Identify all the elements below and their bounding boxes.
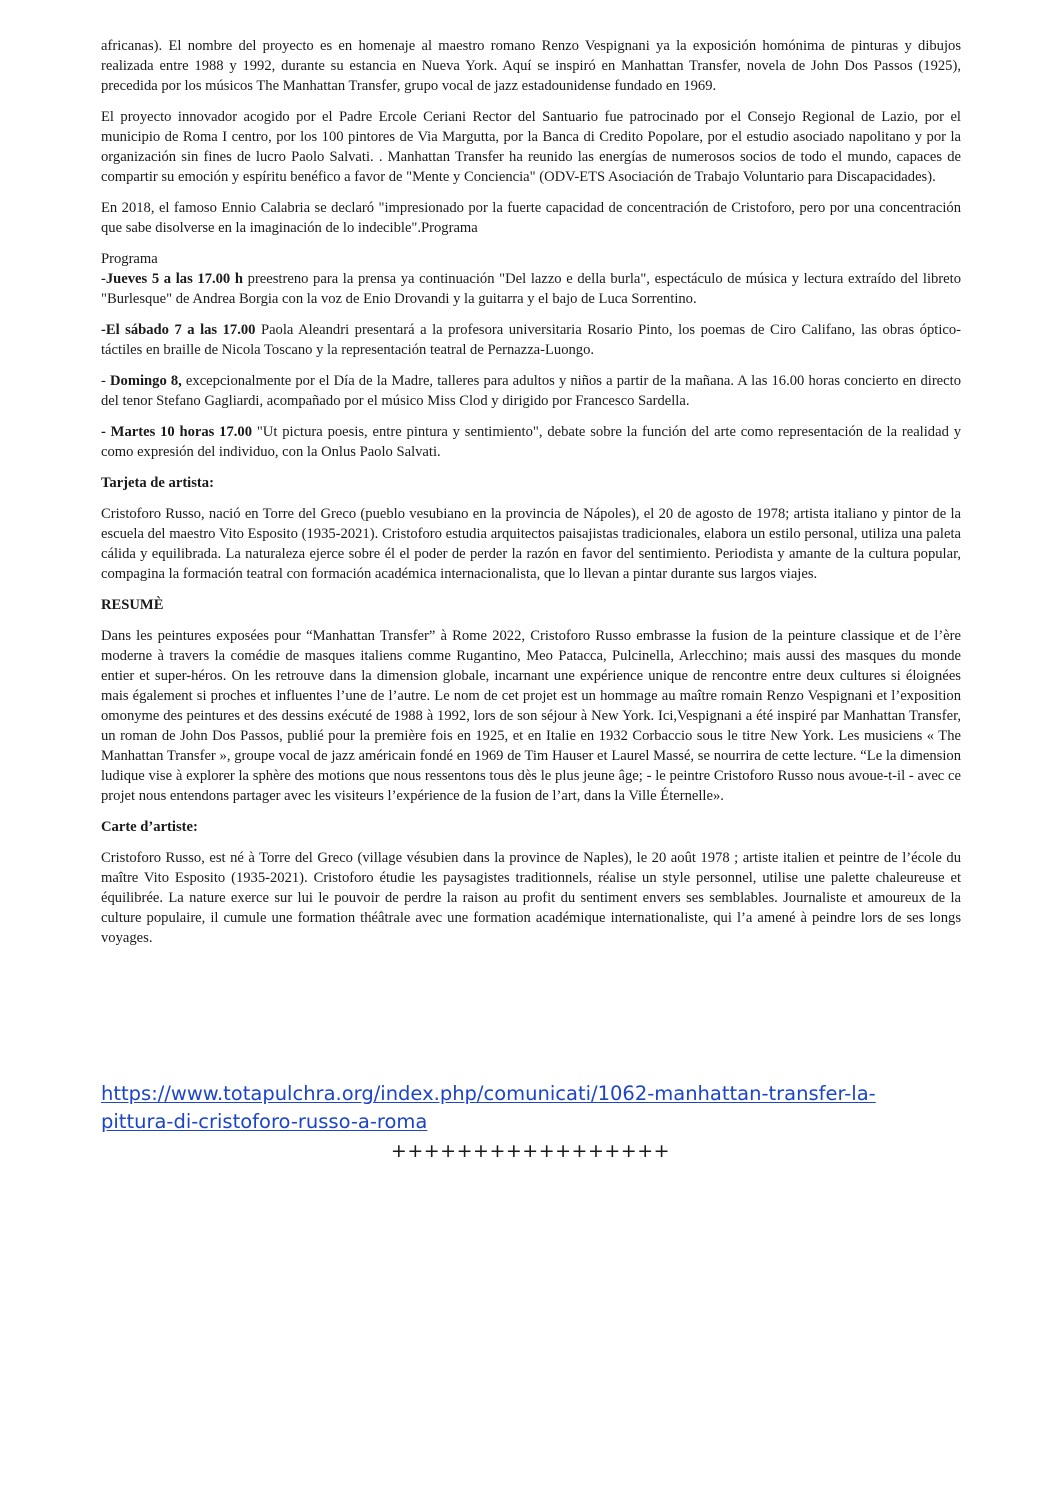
programa-item-domingo-prefix: -: [101, 373, 110, 389]
programa-item-jueves-text: preestreno para la prensa ya continuación "Del lazzo e della burla", espectáculo de música y lectura extraído del libreto "Burlesque" de Andrea Borgia con la voz de Enio Drovandi y la guitarra y el bajo de Luca Sorrentino.: [101, 271, 961, 307]
document-body: [101, 36, 961, 959]
programa-item-domingo: [101, 371, 961, 411]
programa-item-jueves-date: -Jueves 5 a las 17.00 h: [101, 271, 243, 287]
separator-pluses: +++++++++++++++++: [390, 1140, 671, 1162]
programa-item-martes-date: - Martes 10 horas 17.00: [101, 424, 253, 440]
programa-item-sabado-date: -El sábado 7 a las 17.00: [101, 322, 256, 338]
source-link-block: [101, 1080, 961, 1136]
programa-item-jueves: [101, 269, 961, 309]
source-link-line-1: https://www.totapulchra.org/index.php/comunicati/1062-manhattan-transfer-la-: [101, 1082, 876, 1105]
programa-item-domingo-text: excepcionalmente por el Día de la Madre, talleres para adultos y niños a partir de la mañana. A las 16.00 horas concierto en directo del tenor Stefano Gagliardi, acompañado por el músico Miss Clod y dirigido por Francesco Sardella.: [101, 373, 961, 409]
intro-paragraph-2: El proyecto innovador acogido por el Padre Ercole Ceriani Rector del Santuario fue patrocinado por el Consejo Regional de Lazio, por el municipio de Roma I centro, por los 100 pintores de Via Margutta, por la Banca di Credito Popolare, por el estudio asociado napolitano y por la organización sin fines de lucro Paolo Salvati. . Manhattan Transfer ha reunido las energías de numerosos socios de todo el mundo, capaces de compartir su emoción y espíritu benéfico a favor de "Mente y Conciencia" (ODV-ETS Asociación de Trabajo Voluntario para Discapacidades).: [101, 109, 961, 185]
intro-paragraph-3: En 2018, el famoso Ennio Calabria se declaró "impresionado por la fuerte capacidad de concentración de Cristoforo, pero por una concentración que sabe disolverse en la imaginación de lo indecible".Programa: [101, 200, 961, 236]
source-link[interactable]: [101, 1080, 961, 1136]
source-link-line-2: pittura-di-cristoforo-russo-a-roma: [101, 1110, 428, 1133]
programa-item-sabado: [101, 320, 961, 360]
tarjeta-paragraph: Cristoforo Russo, nació en Torre del Greco (pueblo vesubiano en la provincia de Nápoles), el 20 de agosto de 1978; artista italiano y pintor de la escuela del maestro Vito Esposito (1935-2021). Cristoforo estudia arquitectos paisajistas tradicionales, elabora un estilo personal, utiliza una paleta cálida y equilibrada. La naturaleza ejerce sobre él el poder de perder la razón en favor del sentimiento. Periodista y amante de la cultura popular, compagina la formación teatral con formación académica internacionalista, que lo llevan a pintar durante sus largos viajes.: [101, 506, 961, 582]
programa-item-martes: [101, 422, 961, 462]
carte-paragraph: Cristoforo Russo, est né à Torre del Greco (village vésubien dans la province de Naples), le 20 août 1978 ; artiste italien et peintre de l’école du maître Vito Esposito (1935-2021). Cristoforo étudie les paysagistes traditionnels, réalise un style personnel, utilise une palette chaleureuse et équilibrée. La nature exerce sur lui le pouvoir de perdre la raison au profit du sentiment envers ses semblables. Journaliste et amoureux de la culture populaire, il cumule une formation théâtrale avec une formation académique internationaliste, qui l’a amené à peindre lors de ses longs voyages.: [101, 850, 961, 946]
programa-item-martes-text: "Ut pictura poesis, entre pintura y sentimiento", debate sobre la función del arte como representación de la realidad y como expresión del individuo, con la Onlus Paolo Salvati.: [101, 424, 961, 460]
tarjeta-heading: Tarjeta de artista:: [101, 475, 214, 491]
programa-item-sabado-text: Paola Aleandri presentará a la profesora universitaria Rosario Pinto, los poemas de Ciro Califano, las obras óptico-táctiles en braille de Nicola Toscano y la representación teatral de Pernazza-Luongo.: [101, 322, 962, 358]
programa-item-domingo-date: Domingo 8,: [109, 373, 182, 389]
carte-heading: Carte d’artiste:: [101, 819, 198, 835]
intro-paragraph-1: africanas). El nombre del proyecto es en homenaje al maestro romano Renzo Vespignani ya la exposición homónima de pinturas y dibujos realizada entre 1988 y 1992, durante su estancia en Nueva York. Aquí se inspiró en Manhattan Transfer, novela de John Dos Passos (1925), precedida por los músicos The Manhattan Transfer, grupo vocal de jazz estadounidense fundado en 1969.: [101, 38, 961, 94]
resume-paragraph: Dans les peintures exposées pour “Manhattan Transfer” à Rome 2022, Cristoforo Russo embrasse la fusion de la peinture classique et de l’ère moderne à travers la comédie de masques italiens comme Rugantino, Meo Patacca, Pulcinella, Arlecchino; mais aussi des masques du monde entier et super-héros. On les retrouve dans la dimension globale, incarnant une expérience unique de rencontre entre deux cultures si éloignées mais également si proches et influentes l’une de l’autre. Le nom de cet projet est un hommage au maître romain Renzo Vespignani et l’exposition omonyme des peintures et des dessins exécuté de 1988 à 1992, lors de son séjour à New York. Ici,Vespignani a été inspiré par Manhattan Transfer, un roman de John Dos Passos, publié pour la première fois en 1925, et en Italie en 1932 Corbaccio sous le titre New York. Les musiciens « The Manhattan Transfer », groupe vocal de jazz américain fondé en 1969 de Tim Hauser et Laurel Massé, se nourrira de cette lecture. “Le la dimension ludique vise à explorer la sphère des motions que nous ressentons tous dès le plus jeune âge; - le peintre Cristoforo Russo nous avoue-t-il - avec ce projet nous entendons partager avec les visiteurs l’expérience de la fusion de l’art, dans la Ville Éternelle».: [101, 628, 961, 804]
programa-label: Programa: [101, 251, 158, 267]
resume-heading: RESUMÈ: [101, 597, 164, 613]
